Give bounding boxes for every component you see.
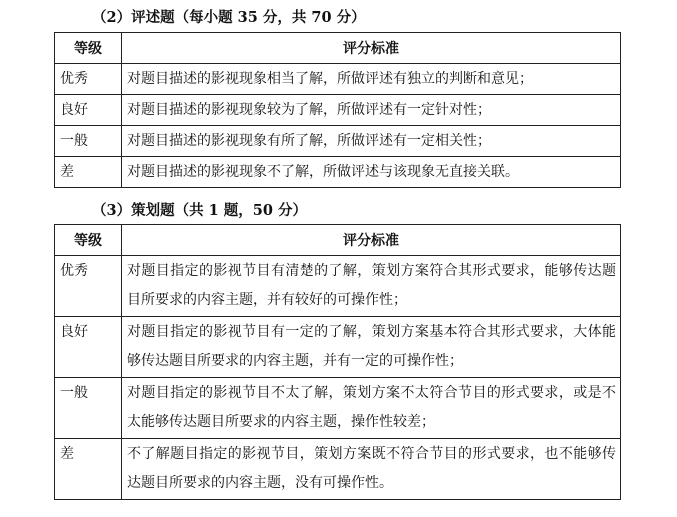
criteria-cell: 不了解题目指定的影视节目，策划方案既不符合节目的形式要求，也不能够传达题目所要求的内容主题，没有可操作性。	[122, 439, 621, 500]
criteria-cell: 对题目描述的影视现象较为了解，所做评述有一定针对性；	[122, 95, 621, 126]
criteria-column-header: 评分标准	[122, 225, 621, 256]
grade-column-header: 等级	[55, 225, 122, 256]
essay-grading-table	[54, 32, 621, 188]
table-header-row	[55, 225, 621, 256]
planning-grading-table	[54, 224, 621, 500]
grade-cell: 一般	[55, 126, 122, 157]
criteria-cell: 对题目描述的影视现象相当了解，所做评述有独立的判断和意见；	[122, 64, 621, 95]
grade-cell: 差	[55, 439, 122, 500]
grade-cell: 良好	[55, 95, 122, 126]
grade-cell: 优秀	[55, 64, 122, 95]
criteria-cell: 对题目描述的影视现象有所了解，所做评述有一定相关性；	[122, 126, 621, 157]
table-row	[55, 157, 621, 188]
criteria-cell: 对题目指定的影视节目不太了解，策划方案不太符合节目的形式要求，或是不太能够传达题目所要求的内容主题，操作性较差；	[122, 378, 621, 439]
section-3-title: （3）策划题（共 1 题，50 分）	[92, 202, 307, 219]
grade-column-header: 等级	[55, 33, 122, 64]
section-2-title: （2）评述题（每小题 35 分，共 70 分）	[92, 9, 366, 26]
table-row	[55, 95, 621, 126]
criteria-column-header: 评分标准	[122, 33, 621, 64]
table-row	[55, 439, 621, 500]
grade-cell: 优秀	[55, 256, 122, 317]
criteria-cell: 对题目指定的影视节目有清楚的了解，策划方案符合其形式要求，能够传达题目所要求的内容主题，并有较好的可操作性；	[122, 256, 621, 317]
criteria-cell: 对题目描述的影视现象不了解，所做评述与该现象无直接关联。	[122, 157, 621, 188]
grade-cell: 一般	[55, 378, 122, 439]
table-row	[55, 64, 621, 95]
grade-cell: 良好	[55, 317, 122, 378]
table-row	[55, 256, 621, 317]
criteria-cell: 对题目指定的影视节目有一定的了解，策划方案基本符合其形式要求，大体能够传达题目所要求的内容主题，并有一定的可操作性；	[122, 317, 621, 378]
table-row	[55, 126, 621, 157]
table-row	[55, 378, 621, 439]
grade-cell: 差	[55, 157, 122, 188]
table-header-row	[55, 33, 621, 64]
table-row	[55, 317, 621, 378]
